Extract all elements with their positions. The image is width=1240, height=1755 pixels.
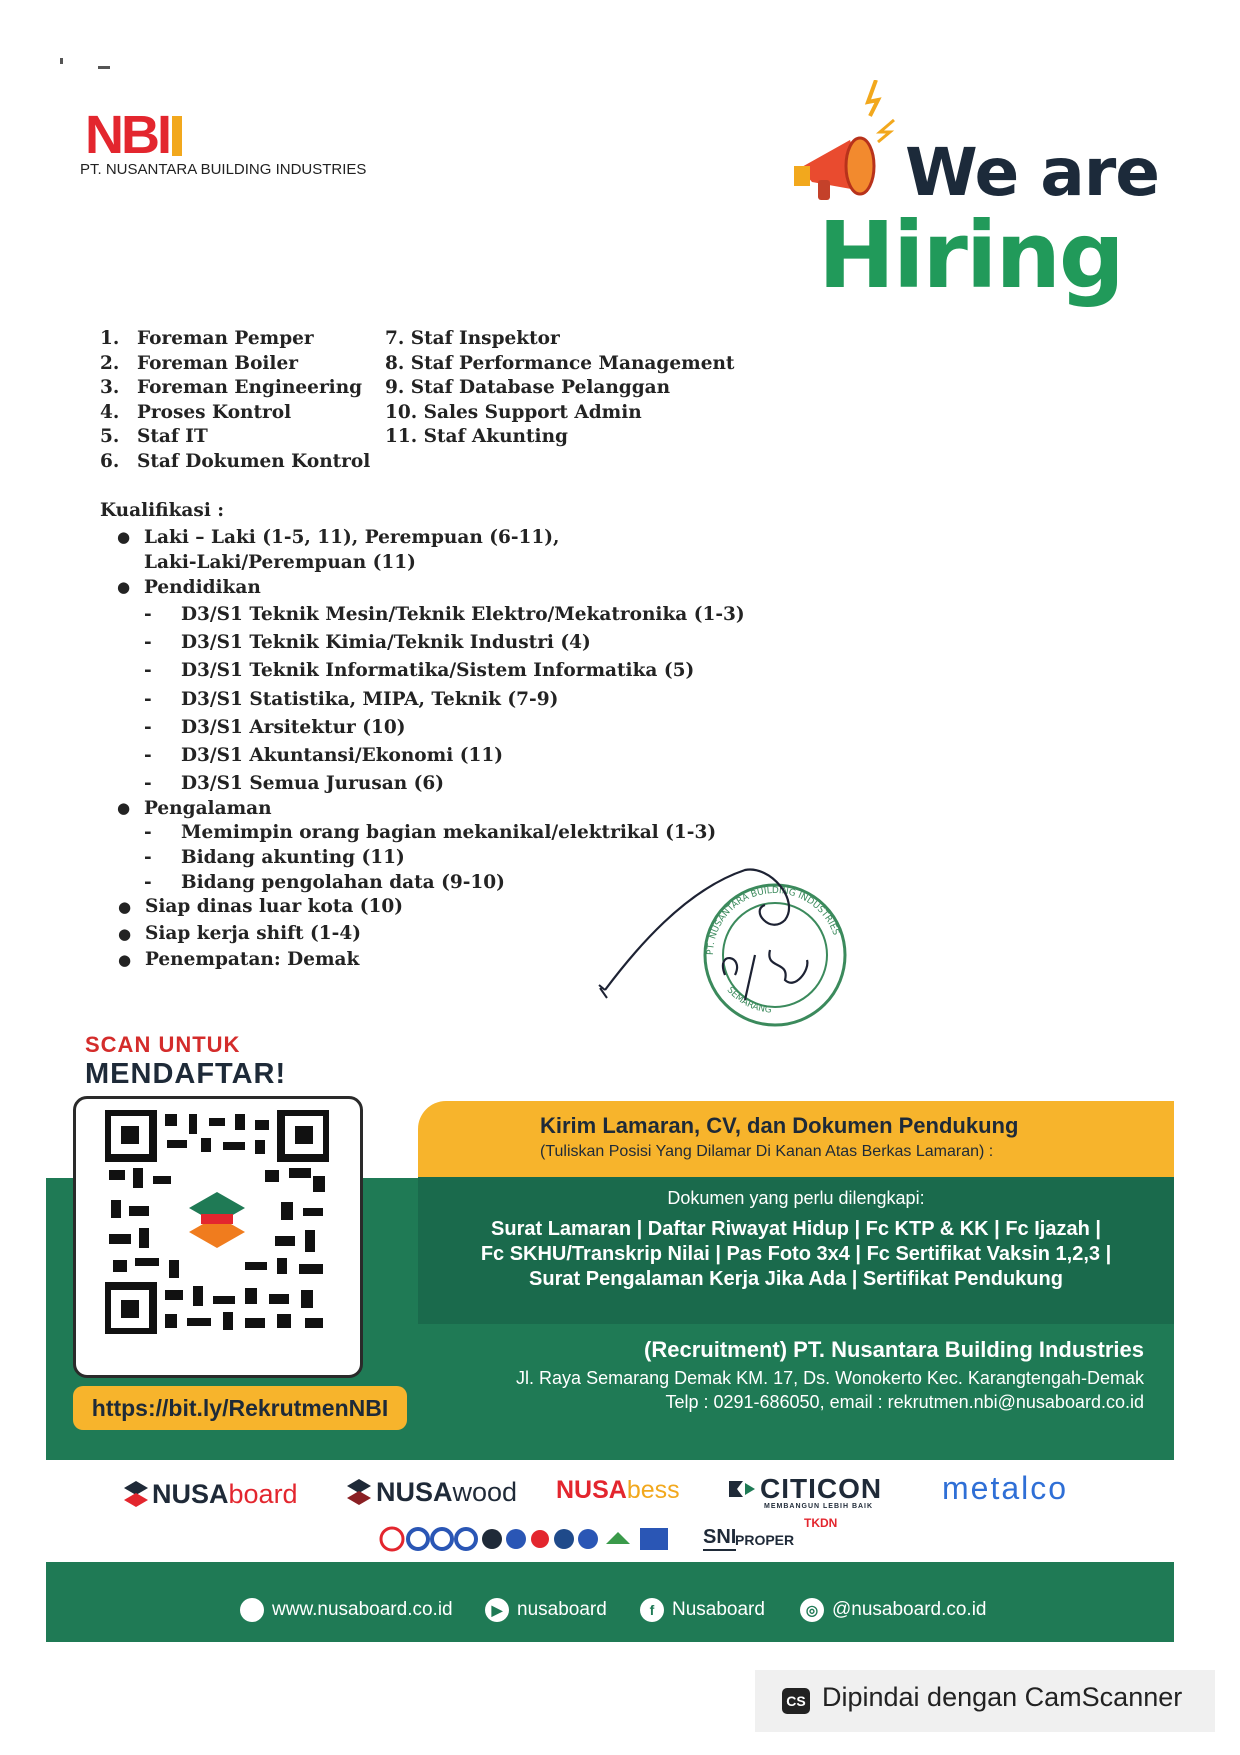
hiring-line-2: Hiring bbox=[818, 202, 1123, 309]
position-item: 7. Staf Inspektor bbox=[385, 328, 560, 349]
gender-requirement: ● Laki – Laki (1-5, 11), Perempuan (6-11), bbox=[117, 527, 560, 548]
experience-item: - Memimpin orang bagian mekanikal/elektrikal (1-3) bbox=[144, 822, 717, 843]
scan-heading-line-1: SCAN UNTUK bbox=[85, 1032, 241, 1057]
footer-facebook[interactable]: f Nusaboard bbox=[640, 1598, 765, 1622]
experience-item: - Bidang pengolahan data (9-10) bbox=[144, 872, 505, 893]
requirement-item: ● Siap kerja shift (1-4) bbox=[118, 922, 361, 944]
company-address: Jl. Raya Semarang Demak KM. 17, Ds. Wonokerto Kec. Karangtengah-Demak bbox=[516, 1368, 1144, 1388]
logo-accent bbox=[172, 116, 182, 156]
camscanner-logo: CS bbox=[782, 1688, 810, 1714]
position-item: 10. Sales Support Admin bbox=[385, 401, 642, 423]
qr-code-pattern bbox=[105, 1110, 329, 1334]
brand-citicon: CITICON bbox=[760, 1473, 883, 1504]
certification-badges bbox=[378, 1522, 678, 1556]
education-item: - D3/S1 Teknik Informatika/Sistem Informatika (5) bbox=[144, 660, 695, 682]
experience-heading: ● Pengalaman bbox=[117, 798, 272, 819]
footer-instagram[interactable]: ◎ @nusaboard.co.id bbox=[800, 1598, 987, 1622]
brand-nusawood: NUSAwood bbox=[376, 1477, 518, 1507]
brand-nusabess: NUSAbess bbox=[556, 1476, 680, 1504]
education-item: - D3/S1 Teknik Mesin/Teknik Elektro/Mekatronika (1-3) bbox=[144, 604, 745, 625]
education-item: - D3/S1 Akuntansi/Ekonomi (11) bbox=[144, 744, 503, 766]
brand-nusaboard: NUSAboard bbox=[152, 1479, 298, 1509]
position-item: 11. Staf Akunting bbox=[385, 426, 568, 448]
tkdn-badge: TKDN bbox=[804, 1516, 838, 1530]
requirement-item: ● Penempatan: Demak bbox=[118, 949, 360, 970]
brand-metalco: metalco bbox=[942, 1470, 1069, 1506]
qualifications-title: Kualifikasi : bbox=[100, 500, 225, 521]
megaphone-icon bbox=[790, 80, 900, 210]
citicon-tagline: MEMBANGUN LEBIH BAIK bbox=[764, 1503, 874, 1510]
gender-requirement-cont: Laki-Laki/Perempuan (11) bbox=[144, 552, 416, 573]
positions-list-left bbox=[100, 327, 370, 475]
education-list bbox=[144, 601, 745, 798]
position-item: 5. Staf IT bbox=[100, 426, 208, 448]
stamp-text-top: PT. NUSANTARA BUILDING INDUSTRIES bbox=[705, 886, 841, 956]
signature-stamp bbox=[595, 860, 875, 1030]
experience-item: - Bidang akunting (11) bbox=[144, 847, 405, 868]
scan-mark bbox=[60, 58, 63, 64]
company-logo: NBI bbox=[85, 105, 169, 165]
position-item: 8. Staf Performance Management bbox=[385, 352, 735, 374]
footer-bar bbox=[46, 1562, 1174, 1642]
education-item: - D3/S1 Semua Jurusan (6) bbox=[144, 773, 445, 795]
education-item: - D3/S1 Statistika, MIPA, Teknik (7-9) bbox=[144, 688, 559, 710]
other-requirements-list bbox=[118, 894, 404, 974]
documents-line-2: Fc SKHU/Transkrip Nilai | Pas Foto 3x4 | Fc Sertifikat Vaksin 1,2,3 | bbox=[480, 1243, 1112, 1265]
send-application-note: (Tuliskan Posisi Yang Dilamar Di Kanan Atas Berkas Lamaran) : bbox=[540, 1143, 994, 1160]
education-item: - D3/S1 Teknik Kimia/Teknik Industri (4) bbox=[144, 632, 591, 654]
qualifications-list bbox=[117, 525, 560, 600]
documents-line-3: Surat Pengalaman Kerja Jika Ada | Sertifikat Pendukung bbox=[529, 1268, 1063, 1290]
position-item: 9. Staf Database Pelanggan bbox=[385, 377, 671, 399]
documents-title: Dokumen yang perlu dilengkapi: bbox=[667, 1188, 925, 1208]
company-contact: Telp : 0291-686050, email : rekrutmen.nbi@nusaboard.co.id bbox=[665, 1392, 1144, 1412]
position-item: 4. Proses Kontrol bbox=[100, 401, 292, 423]
positions-list-right bbox=[385, 327, 734, 450]
globe-icon bbox=[240, 1598, 264, 1622]
position-item: 3. Foreman Engineering bbox=[100, 377, 363, 399]
registration-link[interactable]: https://bit.ly/RekrutmenNBI bbox=[73, 1386, 407, 1430]
scan-mark bbox=[98, 66, 110, 69]
experience-heading-list bbox=[117, 796, 272, 821]
education-heading: ● Pendidikan bbox=[117, 577, 261, 598]
footer-youtube[interactable]: ▶ nusaboard bbox=[485, 1598, 607, 1622]
nusaboard-logo-icon bbox=[123, 1480, 149, 1508]
facebook-icon: f bbox=[640, 1598, 664, 1622]
footer-website[interactable]: www.nusaboard.co.id bbox=[240, 1598, 453, 1622]
stamp-text-bottom: SEMARANG bbox=[724, 985, 773, 1016]
proper-badge: PROPER bbox=[735, 1532, 795, 1548]
svg-text:PT. NUSANTARA BUILDING INDUSTR bbox=[706, 886, 841, 955]
position-item: 2. Foreman Boiler bbox=[100, 352, 298, 374]
hiring-line-1: We are bbox=[905, 134, 1160, 211]
position-item: 6. Staf Dokumen Kontrol bbox=[100, 450, 371, 472]
requirement-item: ● Siap dinas luar kota (10) bbox=[118, 896, 404, 917]
documents-line-1: Surat Lamaran | Daftar Riwayat Hidup | Fc KTP & KK | Fc Ijazah | bbox=[491, 1218, 1101, 1240]
send-application-title: Kirim Lamaran, CV, dan Dokumen Pendukung bbox=[540, 1113, 1019, 1138]
sni-badge: SNI bbox=[703, 1526, 736, 1551]
recruitment-title: (Recruitment) PT. Nusantara Building Industries bbox=[644, 1337, 1144, 1362]
citicon-logo-icon bbox=[727, 1477, 757, 1501]
education-item: - D3/S1 Arsitektur (10) bbox=[144, 716, 406, 738]
instagram-icon: ◎ bbox=[800, 1598, 824, 1622]
nusawood-logo-icon bbox=[346, 1478, 372, 1506]
position-item: 1. Foreman Pemper bbox=[100, 328, 314, 349]
scanner-watermark-text: Dipindai dengan CamScanner bbox=[822, 1682, 1183, 1712]
youtube-icon: ▶ bbox=[485, 1598, 509, 1622]
scan-heading-line-2: MENDAFTAR! bbox=[85, 1058, 287, 1090]
company-name: PT. NUSANTARA BUILDING INDUSTRIES bbox=[80, 161, 367, 178]
